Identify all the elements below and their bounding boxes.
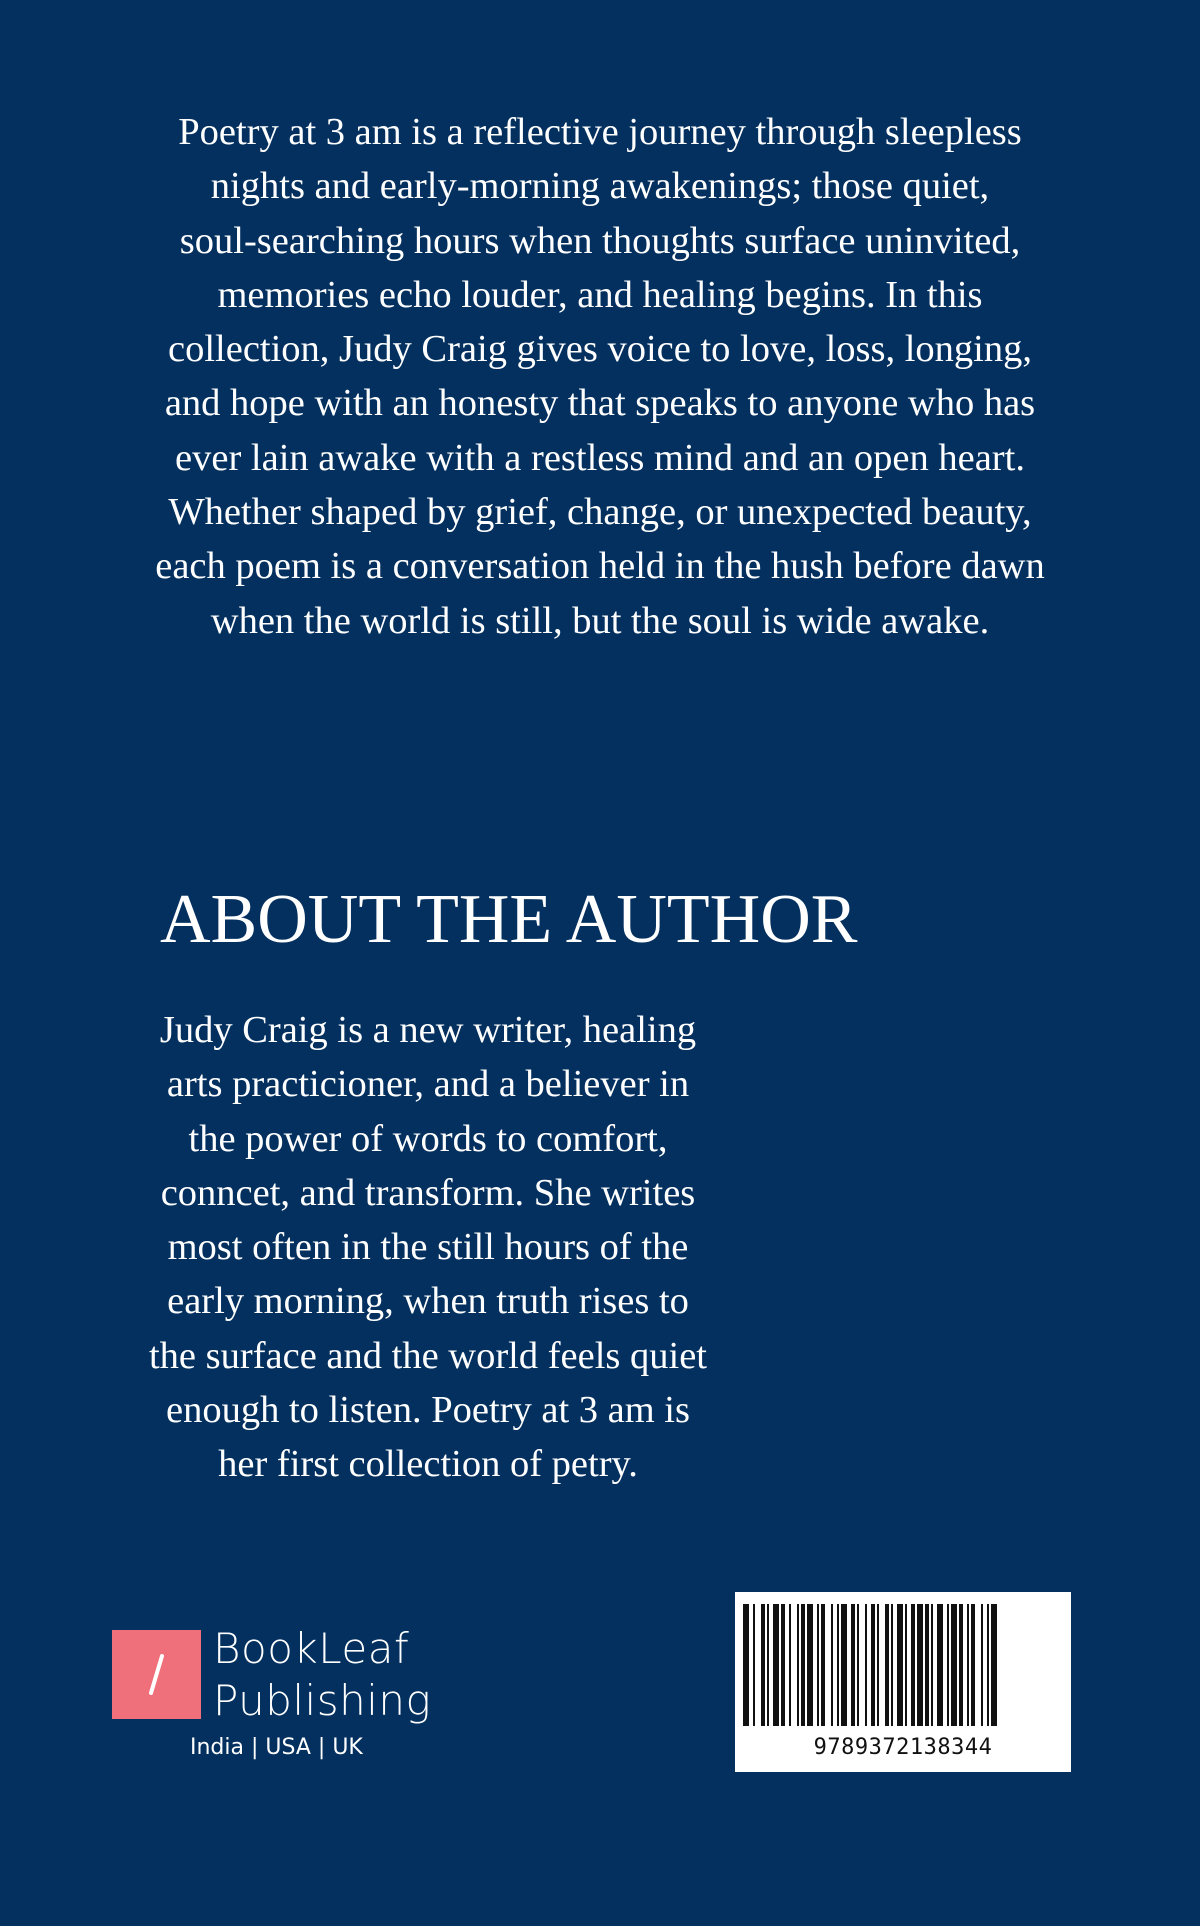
- barcode-bar: [865, 1604, 867, 1726]
- blurb-line: when the world is still, but the soul is wide awake.: [210, 599, 990, 642]
- barcode-bar: [991, 1604, 997, 1726]
- barcode-bar: [837, 1604, 839, 1726]
- barcode-bar: [797, 1604, 799, 1726]
- bio-line: enough to listen. Poetry at 3 am is: [166, 1389, 690, 1432]
- bio-line: conncet, and transform. She writes: [160, 1171, 696, 1214]
- barcode-bar: [947, 1604, 949, 1726]
- barcode-bar: [753, 1604, 755, 1726]
- barcode-bar: [931, 1604, 933, 1726]
- barcode-bar: [821, 1604, 825, 1726]
- author-bio: [118, 1003, 738, 1492]
- barcode-bar: [857, 1604, 859, 1726]
- barcode-bar: [801, 1604, 805, 1726]
- slash-icon-graphic: [112, 1630, 201, 1719]
- barcode-bar: [911, 1604, 915, 1726]
- barcode-bar: [971, 1604, 975, 1726]
- barcode-bar: [851, 1604, 855, 1726]
- blurb-line: soul-searching hours when thoughts surface uninvited,: [179, 219, 1021, 262]
- barcode-bar: [981, 1604, 983, 1726]
- barcode-bar: [905, 1604, 907, 1726]
- publisher-logo: [112, 1624, 452, 1767]
- barcode-bar: [967, 1604, 969, 1726]
- blurb-line: ever lain awake with a restless mind and an open heart.: [175, 436, 1025, 479]
- barcode-bar: [885, 1604, 889, 1726]
- barcode-bar: [891, 1604, 893, 1726]
- publisher-name-line1: BookLeaf: [213, 1624, 410, 1673]
- barcode-bar: [773, 1604, 779, 1726]
- barcode-bar: [925, 1604, 929, 1726]
- bio-line: Judy Craig is a new writer, healing: [159, 1009, 697, 1051]
- isbn-number: 9789372138344: [813, 1735, 993, 1760]
- barcode-bar: [841, 1604, 847, 1726]
- bio-line: her first collection of petry.: [218, 1443, 638, 1486]
- barcode-bar: [917, 1604, 923, 1726]
- barcode-bar: [781, 1604, 785, 1726]
- barcode-bar: [743, 1604, 749, 1726]
- barcode-bar: [767, 1604, 769, 1726]
- blurb-line: collection, Judy Craig gives voice to love, loss, longing,: [168, 328, 1032, 371]
- bio-line: the power of words to comfort,: [188, 1117, 668, 1160]
- barcode-bar: [817, 1604, 819, 1726]
- bio-line: the surface and the world feels quiet: [148, 1334, 708, 1377]
- bio-line: most often in the still hours of the: [167, 1226, 689, 1269]
- barcode-bar: [897, 1604, 903, 1726]
- barcode-bar: [959, 1604, 963, 1726]
- blurb-line: memories echo louder, and healing begins. In this: [217, 273, 983, 316]
- book-blurb: [110, 105, 1090, 648]
- slash-icon: [112, 1630, 201, 1719]
- barcode-bar: [807, 1604, 813, 1726]
- isbn-barcode: [735, 1592, 1071, 1772]
- barcode-bar: [831, 1604, 833, 1726]
- blurb-line: and hope with an honesty that speaks to anyone who has: [164, 382, 1036, 425]
- bio-line: early morning, when truth rises to: [167, 1280, 689, 1323]
- barcode-bar: [951, 1604, 957, 1726]
- barcode-bar: [761, 1604, 765, 1726]
- about-author-heading: ABOUT THE AUTHOR: [160, 881, 858, 958]
- barcode-bar: [789, 1604, 791, 1726]
- blurb-line: Poetry at 3 am is a reflective journey through sleepless: [178, 111, 1022, 153]
- publisher-name: [213, 1623, 431, 1727]
- barcode-bars: [735, 1592, 1071, 1732]
- blurb-line: nights and early-morning awakenings; those quiet,: [210, 165, 990, 208]
- blurb-line: Whether shaped by grief, change, or unexpected beauty,: [168, 491, 1032, 534]
- publisher-name-line2: Publishing: [213, 1676, 432, 1725]
- barcode-bar: [937, 1604, 943, 1726]
- barcode-bar: [871, 1604, 875, 1726]
- barcode-bar: [877, 1604, 879, 1726]
- barcode-bar: [987, 1604, 989, 1726]
- bio-line: arts practicioner, and a believer in: [166, 1063, 690, 1106]
- blurb-line: each poem is a conversation held in the hush before dawn: [155, 545, 1045, 588]
- publisher-tagline: India | USA | UK: [190, 1735, 363, 1760]
